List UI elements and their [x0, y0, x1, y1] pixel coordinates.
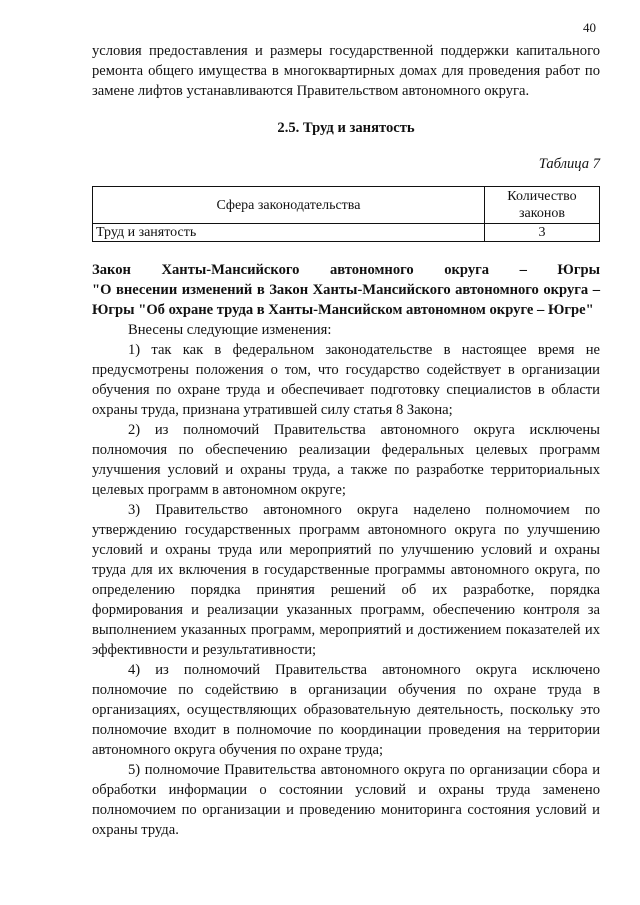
section-title: 2.5. Труд и занятость	[277, 120, 415, 136]
page-number: 40	[583, 20, 596, 35]
intro-paragraph: условия предоставления и размеры государственной поддержки капитального ремонта общего имущества в многоквартирных домах для проведения работ по замене лифтов устанавливаются Правительством автономного округа.	[92, 43, 600, 99]
change-item-2: 2) из полномочий Правительства автономного округа исключены полномочия по обеспечению реализации федеральных целевых программ улучшения условий и охраны труда, а также по разработке территориальных целевых программ в автономном округе;	[92, 422, 600, 498]
table-row	[93, 224, 600, 242]
cell-sphere: Труд и занятость	[93, 224, 485, 242]
law-title	[92, 260, 600, 320]
header-count: Количество законов	[485, 187, 600, 224]
cell-count: 3	[485, 224, 600, 242]
table-caption: Таблица 7	[538, 156, 600, 172]
header-sphere: Сфера законодательства	[93, 187, 485, 224]
change-item-5: 5) полномочие Правительства автономного округа по организации сбора и обработки информации о состоянии условий и охраны труда заменено полномочием по организации и проведению мониторинга состояния условий и охраны труда.	[92, 762, 600, 838]
law-title-rest: "О внесении изменений в Закон Ханты-Мансийского автономного округа – Югры "Об охране труда в Ханты-Мансийском автономном округе – Югре"	[92, 282, 600, 318]
change-item-3: 3) Правительство автономного округа наделено полномочием по утверждению государственных программ автономного округа по улучшению условий и охраны труда или мероприятий по улучшению условий и охраны труда для их включения в государственные программы автономного округа, по определению порядка принятия решений об их разработке, порядка формирования и реализации указанных программ, обеспечению контроля за выполнением указанных программ, мероприятий и достижением показателей их эффективности и результативности;	[92, 502, 600, 658]
change-item-4: 4) из полномочий Правительства автономного округа исключено полномочие по содействию в организации обучения по охране труда в организациях, осуществляющих образовательную деятельность, поскольку это полномочие входит в полномочие по координации проведения на территории автономного округа обучения по охране труда;	[92, 662, 600, 758]
law-title-line1: Закон Ханты-Мансийского автономного округа – Югры	[92, 262, 600, 278]
table-header-row	[93, 187, 600, 224]
legislation-table	[92, 186, 600, 242]
changes-intro: Внесены следующие изменения:	[128, 322, 332, 338]
change-item-1: 1) так как в федеральном законодательстве в настоящее время не предусмотрены положения о том, что государство содействует в организации обучения по охране труда и обеспечивает подготовку специалистов в области охраны труда, признана утратившей силу статья 8 Закона;	[92, 342, 600, 418]
page-content	[92, 36, 600, 840]
